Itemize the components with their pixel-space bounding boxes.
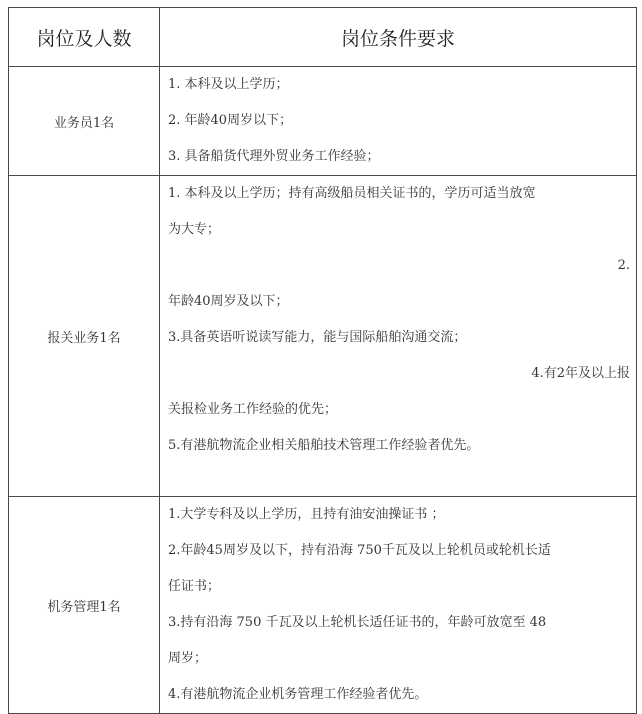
requirements-cell: [160, 497, 637, 714]
table-row: [9, 497, 637, 714]
position-cell: 业务员1名: [9, 67, 160, 176]
requirement-line: 2.年龄45周岁及以下，持有沿海 750千瓦及以上轮机员或轮机长适: [168, 543, 551, 558]
requirement-line: 关报检业务工作经验的优先；: [168, 402, 338, 417]
requirements-table: [8, 7, 637, 714]
requirement-line: 年龄40周岁及以下；: [168, 294, 289, 309]
requirement-line: 1.大学专科及以上学历，且持有油安油操证书 ；: [168, 507, 445, 522]
requirement-line: 任证书；: [168, 579, 221, 594]
requirement-line: 1. 本科及以上学历；持有高级船员相关证书的，学历可适当放宽: [168, 186, 536, 201]
requirements-cell: [160, 67, 637, 176]
table-row: [9, 176, 637, 497]
position-cell: 机务管理1名: [9, 497, 160, 714]
requirement-line: 2.: [617, 258, 630, 273]
requirement-line: 4.有港航物流企业机务管理工作经验者优先。: [168, 687, 428, 702]
position-cell: 报关业务1名: [9, 176, 160, 497]
header-position: 岗位及人数: [9, 8, 160, 67]
requirement-line: 为大专；: [168, 222, 221, 237]
blank-space: [168, 464, 630, 496]
requirements-cell: [160, 176, 637, 497]
requirement-line: 1. 本科及以上学历；: [168, 77, 289, 92]
requirement-line: 3.具备英语听说读写能力，能与国际船舶沟通交流；: [168, 330, 467, 345]
table-row: [9, 67, 637, 176]
requirement-line: 2. 年龄40周岁以下；: [168, 113, 293, 128]
requirement-line: 4.有2年及以上报: [531, 366, 630, 381]
header-row: [9, 8, 637, 67]
requirement-line: 5.有港航物流企业相关船舶技术管理工作经验者优先。: [168, 438, 480, 453]
requirement-line: 3. 具备船货代理外贸业务工作经验；: [168, 149, 380, 164]
header-requirements: 岗位条件要求: [160, 8, 637, 67]
requirement-line: 3.持有沿海 750 千瓦及以上轮机长适任证书的，年龄可放宽至 48: [168, 615, 547, 630]
requirement-line: 周岁；: [168, 651, 208, 666]
